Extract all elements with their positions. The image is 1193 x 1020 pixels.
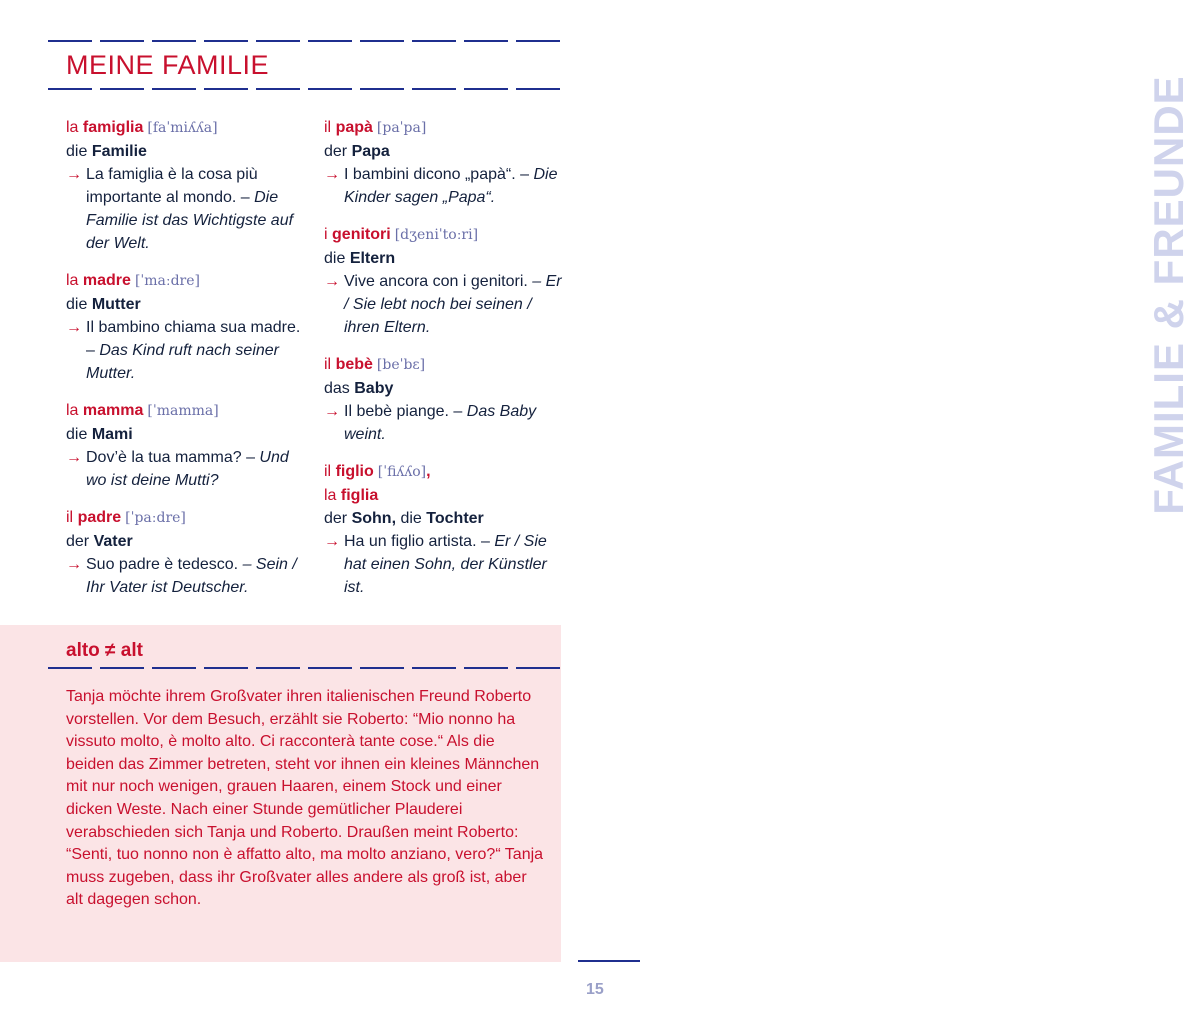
it-separator: , [426,463,431,480]
vocab-entry [66,506,312,599]
de-article: das [324,380,350,397]
vocab-entry [324,116,570,209]
de-word: Mutter [91,296,141,313]
ipa: [ˈpaːdre] [125,510,186,526]
vocab-column-right [324,116,570,613]
de-article: die [66,143,88,160]
vocab-entry [324,460,570,599]
example-it: Suo padre è tedesco. [86,556,239,573]
ipa: [beˈbɛ] [376,357,426,373]
page-number-rule [578,960,640,962]
arrow-right-icon: → [324,403,340,420]
chapter-side-tab [566,0,1192,620]
arrow-right-icon: → [66,449,82,466]
de-article: die [66,296,88,313]
de-word: Familie [91,143,147,160]
title-dash-rule [48,88,560,90]
box-dash-rule [48,667,560,669]
de-article: der [324,510,348,527]
arrow-right-icon: → [324,273,340,290]
de-article: die [324,250,346,267]
de-word: Baby [354,380,394,397]
ipa: [ˈmamma] [147,403,219,419]
it-word: madre [82,272,131,289]
chapter-side-label: FAMILIE & FREUNDE [1145,75,1192,515]
arrow-right-icon: → [324,166,340,183]
it-article: il [324,463,332,480]
vocab-entry [324,223,570,339]
vocab-entry [66,399,312,492]
de-article: die [66,426,88,443]
arrow-right-icon: → [66,166,82,183]
it-article: la [66,402,79,419]
page-number: 15 [586,981,604,998]
it-word: mamma [82,402,144,419]
arrow-right-icon: → [324,533,340,550]
example-it: Dov’è la tua mamma? – [86,449,255,466]
de-word: Eltern [349,250,396,267]
example-it: Ha un figlio artista. – [344,533,490,550]
it-article: il [324,119,332,136]
vocab-column-left [66,116,312,613]
ipa: [dʒeniˈtoːri] [394,227,479,243]
it-article: la [324,487,337,504]
it-article: la [66,272,79,289]
arrow-right-icon: → [66,556,82,573]
vocab-entry [66,116,312,255]
de-word: Sohn, [351,510,397,527]
example-de: – Sein / Ihr Vater ist Deutscher. [86,556,297,596]
example-de: Die Familie ist das Wichtigste auf der Welt. [86,189,294,252]
it-word: famiglia [82,119,144,136]
example-de: Die Kinder sagen „Papa“. [344,166,558,206]
example-it: I bambini dicono „papà“. – [344,166,529,183]
ipa: [ˈmaːdre] [134,273,200,289]
top-dash-rule [48,40,560,42]
example-de: Er / Sie hat einen Sohn, der Künstler ist. [344,533,547,596]
it-word: padre [77,509,122,526]
it-word: genitori [332,226,391,243]
it-word: figlia [340,487,379,504]
example-it: La famiglia è la cosa più importante al mondo. – [86,166,258,206]
it-article: i [324,226,328,243]
vocab-entry [324,353,570,446]
it-word: bebè [335,356,373,373]
de-word: Mami [91,426,133,443]
example-it: Il bebè piange. – [344,403,463,420]
vocab-entry [66,269,312,385]
ipa: [ˈfiʎʎo] [377,464,427,480]
example-it: Vive ancora con i genitori. [344,273,528,290]
false-friend-text: Tanja möchte ihrem Großvater ihren italienischen Freund Roberto vorstellen. Vor dem Besuch, erzählt sie Roberto: “Mio nonno ha vissuto molto, è molto alto. Ci racconterà tante cose.“ Als die beiden das Zimmer betreten, steht vor ihnen ein kleines Männchen mit nur noch wenigen, grauen Haaren, einem Stock und einer dicken Weste. Nach einer Stunde gemütlicher Plauderei verabschieden sich Tanja und Roberto. Draußen meint Roberto: “Senti, tuo nonno non è affatto alto, ma molto anziano, vero?“ Tanja muss zugeben, dass ihr Großvater alles andere als groß ist, aber alt dagegen schon. [66,688,544,909]
example-it: Il bambino chiama sua madre. – [86,319,301,359]
de-word: Papa [351,143,390,160]
de-word: Tochter [426,510,484,527]
example-de: Das Kind ruft nach seiner Mutter. [86,342,280,382]
ipa: [paˈpa] [376,120,427,136]
page-title: MEINE FAMILIE [66,50,270,80]
example-de: – Er / Sie lebt noch bei seinen / ihren Eltern. [344,273,562,336]
it-article: la [66,119,79,136]
it-word: papà [335,119,373,136]
ipa: [faˈmiʎʎa] [147,120,218,136]
de-article: der [324,143,348,160]
it-article: il [66,509,74,526]
de-word: Vater [93,533,133,550]
example-de: Das Baby weint. [344,403,537,443]
it-word: figlio [335,463,374,480]
arrow-right-icon: → [66,319,82,336]
it-article: il [324,356,332,373]
de-article: die [400,510,422,527]
example-de: Und wo ist deine Mutti? [86,449,289,489]
false-friend-title: alto ≠ alt [66,640,143,661]
de-article: der [66,533,90,550]
